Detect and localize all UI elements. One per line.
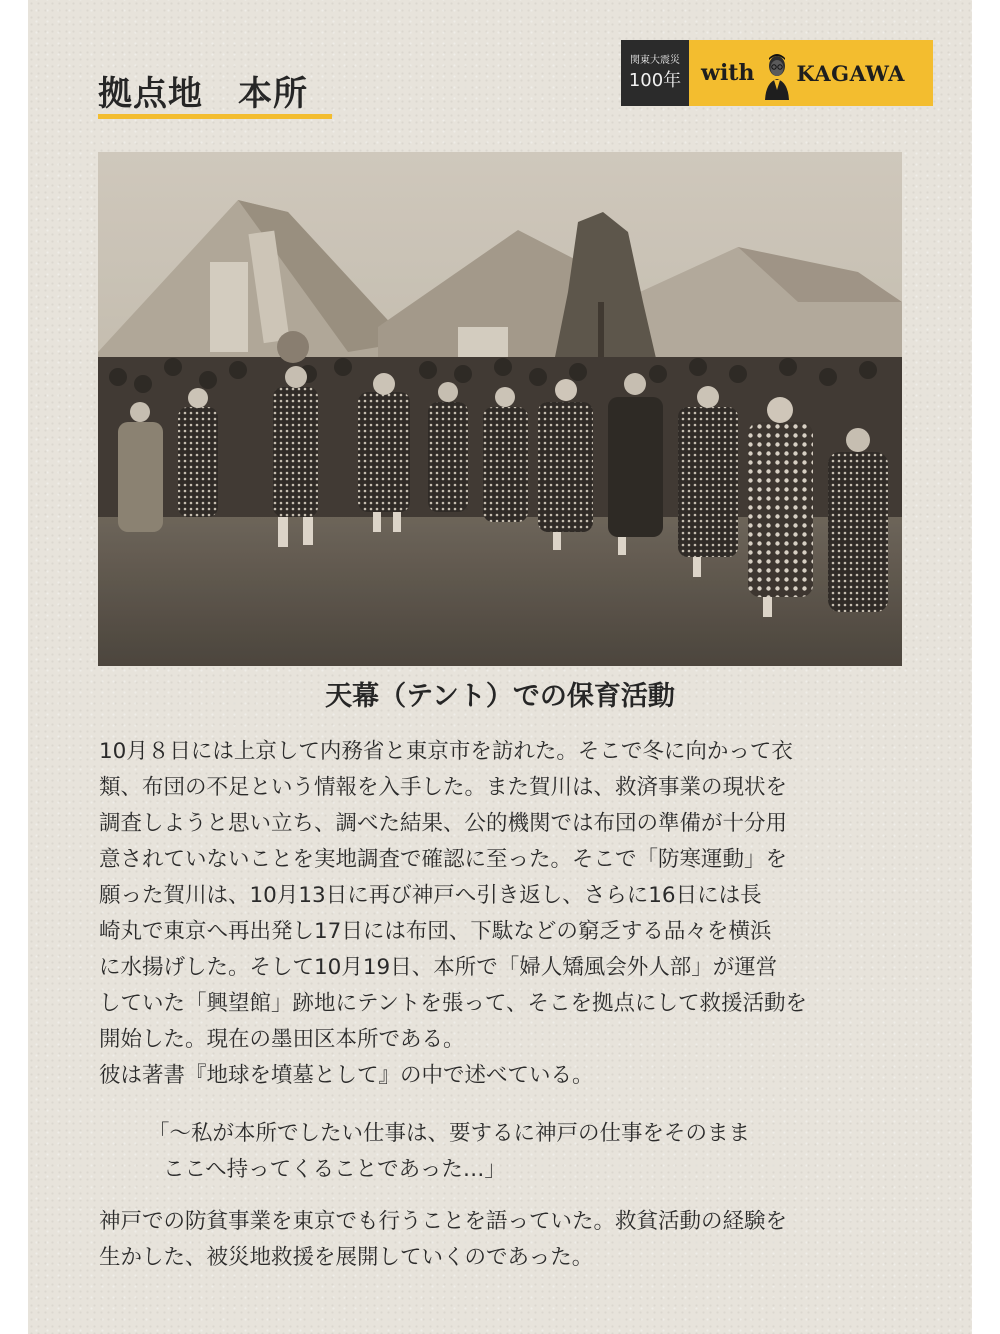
quote-line-1: 「〜私が本所でしたい仕事は、要するに神戸の仕事をそのまま xyxy=(148,1121,751,1146)
photo-caption: 天幕（テント）での保育活動 xyxy=(325,681,675,712)
body-line: 崎丸で東京へ再出発し17日には布団、下駄などの窮乏する品々を横浜 xyxy=(99,919,772,944)
body-line: に水揚げした。そして10月19日、本所で「婦人矯風会外人部」が運営 xyxy=(99,955,778,980)
badge-with-label: with xyxy=(701,60,755,86)
photo-illustration xyxy=(98,152,902,666)
book-quote xyxy=(148,1116,750,1188)
body-line: 願った賀川は、10月13日に再び神戸へ引き返し、さらに16日には長 xyxy=(99,883,762,908)
body-line: 類、布団の不足という情報を入手した。また賀川は、救済事業の現状を xyxy=(99,775,788,800)
badge-with-kagawa-block xyxy=(689,40,933,106)
page-title: 拠点地 本所 xyxy=(98,74,308,114)
quote-line-2: ここへ持ってくることであった…」 xyxy=(163,1157,506,1182)
badge-anniversary-block xyxy=(621,40,689,106)
closing-line-1: 神戸での防貧事業を東京でも行うことを語っていた。救貧活動の経験を xyxy=(99,1209,788,1234)
kagawa-100-badge xyxy=(621,40,933,106)
body-paragraph xyxy=(99,734,914,1094)
closing-line-2: 生かした、被災地救援を展開していくのであった。 xyxy=(99,1245,594,1270)
body-line: 10月８日には上京して内務省と東京市を訪れた。そこで冬に向かって衣 xyxy=(99,739,793,764)
badge-years-label: 100年 xyxy=(628,70,682,91)
body-line: していた「興望館」跡地にテントを張って、そこを拠点にして救援活動を xyxy=(99,991,807,1016)
body-line: 意されていないことを実地調査で確認に至った。そこで「防寒運動」を xyxy=(99,847,788,872)
body-line: 開始した。現在の墨田区本所である。 xyxy=(99,1027,465,1052)
tent-childcare-photo xyxy=(98,152,902,666)
badge-kagawa-label: KAGAWA xyxy=(796,60,905,86)
title-underline xyxy=(98,114,332,119)
badge-earthquake-label: 関東大震災 xyxy=(630,55,680,66)
closing-paragraph xyxy=(99,1204,787,1276)
body-line: 調査しようと思い立ち、調べた結果、公的機関では布団の準備が十分用 xyxy=(99,811,788,836)
portrait-icon xyxy=(762,46,792,100)
body-line: 彼は著書『地球を墳墓として』の中で述べている。 xyxy=(99,1063,594,1088)
article-page xyxy=(28,0,972,1334)
